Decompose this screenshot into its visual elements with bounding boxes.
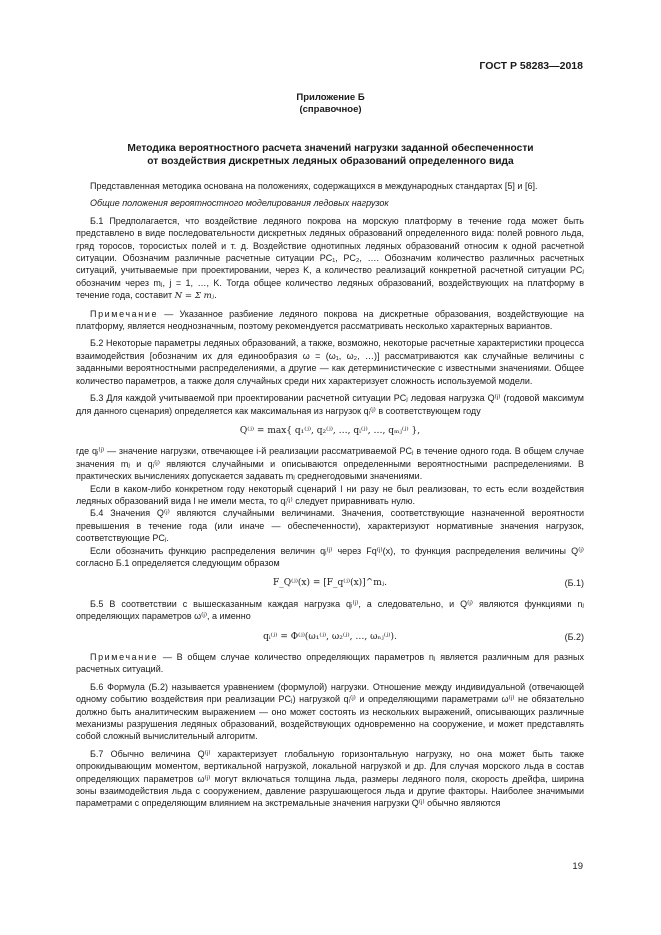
note-1-label: Примечание (90, 308, 159, 319)
title-line-2: от воздействия дискретных ледяных образований определенного вида (147, 156, 514, 167)
paragraph-b3-if: Если в каком-либо конкретном году некоторый сценарий l ни разу не был реализован, то есть если воздействия ледяных образований вида l не имели места, то qᵢ⁽ʲ⁾ следует приравнивать нулю. (76, 483, 584, 506)
paragraph-b3: Б.3 Для каждой учитываемой при проектировании расчетной ситуации PCⱼ ледовая нагрузка Q⁽ʲ⁾ (годовой максимум для данного сценария) определяется как максимальная из нагрузок qᵢ⁽ʲ⁾ в соответствующем году (76, 393, 584, 416)
b1-sum-formula: N = Σ mⱼ. (174, 291, 217, 302)
paragraph-b5: Б.5 В соответствии с вышесказанным каждая нагрузка qᵢ⁽ʲ⁾, а следовательно, и Q⁽ʲ⁾ являются функциями nⱼ определяющих параметров ω⁽ʲ⁾, а именно (76, 598, 584, 622)
paragraph-b4: Б.4 Значения Q⁽ʲ⁾ являются случайными величинами. Значения, соответствующие назначенной вероятности превышения в течение года (или иначе — обеспеченности), характеризуют нормативные значения нагрузок, соответствующие PCⱼ. (76, 508, 584, 544)
note-1 (76, 308, 584, 333)
intro-paragraph: Представленная методика основана на положениях, содержащихся в международных стандартах [5] и [6]. (90, 181, 538, 191)
formula-b2 (76, 631, 584, 643)
formula-b1-number: (Б.1) (564, 578, 584, 589)
formula-b2-number: (Б.2) (564, 631, 584, 642)
paragraph-b2: Б.2 Некоторые параметры ледяных образований, а также, возможно, некоторые расчетные характеристики процесса взаимодействия [обозначим их для единообразия ω = (ω₁, ω₂, …)] рассматриваются как случайные величины с заданными вероятностными распределениями, а другие — как детерминистические с известными значениями. Общее количество параметров, а также доля случайных среди них характеризует сложность используемой модели. (76, 338, 584, 386)
note-2-text: — В общем случае количество определяющих параметров nⱼ является различным для разных расчетных ситуаций. (76, 652, 584, 675)
paragraph-b1 (76, 215, 584, 303)
section-heading: Общие положения вероятностного моделирования ледовых нагрузок (90, 198, 389, 209)
appendix-type: (справочное) (299, 104, 362, 115)
appendix-heading (0, 92, 661, 116)
paragraph-b6: Б.6 Формула (Б.2) называется уравнением (формулой) нагрузки. Отношение между индивидуальной (отвечающей одному событию воздействия при реализации PCⱼ) нагрузкой qᵢ⁽ʲ⁾ и определяющими параметрами ω⁽ʲ⁾ не обязательно должно быть аналитическим выражением — оно может состоять из нескольких выражений, описывающих различные механизмы разрушения ледяных образований, воздействующих одновременно на сооружение, и может представлять собой сложный вычислительный алгоритм. (76, 681, 584, 742)
paragraph-b7: Б.7 Обычно величина Q⁽ʲ⁾ характеризует глобальную горизонтальную нагрузку, но она может быть также опрокидывающим моментом, вертикальной нагрузкой, локальной нагрузкой и др. Для случая морского льда в состав определяющих параметров ω⁽ʲ⁾ могут включаться толщина льда, размеры ледяного поля, скорость дрейфа, ширина зоны взаимодействия льда с сооружением, давление разрушающегося льда и другие факторы. Наиболее значимыми параметрами с определяющим влиянием на экстремальные значения нагрузки Q⁽ʲ⁾ обычно являются (76, 748, 584, 809)
note-2-label: Примечание (90, 652, 159, 662)
formula-b1 (76, 577, 584, 589)
paragraph-b3-where: где qᵢ⁽ʲ⁾ — значение нагрузки, отвечающее i-й реализации рассматриваемой PCⱼ в течение одного года. В общем случае значения mⱼ и qᵢ⁽ʲ⁾ являются случайными и описываются определенными вероятностными распределениями. В практических вычислениях допускается задавать mⱼ среднегодовыми значениями. (76, 446, 584, 482)
formula-b2-expression: qᵢ⁽ʲ⁾ = Φ⁽ʲ⁾(ω₁⁽ʲ⁾, ω₂⁽ʲ⁾, …, ωₙⱼ⁽ʲ⁾). (263, 631, 397, 642)
formula-b1-expression: F_Q⁽ʲ⁾(x) = [F_q⁽ʲ⁾(x)]^mⱼ. (272, 578, 388, 589)
note-2 (76, 651, 584, 676)
document-title (76, 142, 585, 168)
paragraph-b4-distribution: Если обозначить функцию распределения величин qᵢ⁽ʲ⁾ через Fq⁽ʲ⁾(x), то функция распределения величины Q⁽ʲ⁾ согласно Б.1 определяется следующим образом (76, 545, 584, 568)
note-1-text: — Указанное разбиение ледяного покрова на дискретные образования, воздействующие на платформу, является неоднозначным, поэтому рекомендуется рассматривать несколько характерных вариантов. (76, 308, 584, 332)
title-line-1: Методика вероятностного расчета значений нагрузки заданной обеспеченности (127, 143, 534, 154)
page-number: 19 (572, 860, 583, 872)
standard-number: ГОСТ Р 58283—2018 (479, 60, 583, 72)
b1-text: Б.1 Предполагается, что воздействие ледяного покрова на морскую платформу в течение года может быть представлено в виде последовательности дискретных ледяных образований определенного вида: полей ровного льда, гряд торосов, торосистых полей и т. д. Воздействие однотипных ледяных образований относим к одной расчетной ситуации. Обозначим различные расчетные ситуации PC₁, PC₂, …. Обозначим количество различных расчетных ситуаций, учитываемые при проектировании, через K, а количество реализаций конкретной расчетной ситуации PCⱼ обозначим через mⱼ, j = 1, …, K. Тогда общее количество ледяных образований, воздействующих на платформу в течение года, составит (76, 215, 584, 301)
formula-q-max: Q⁽ʲ⁾ = max{ q₁⁽ʲ⁾, q₂⁽ʲ⁾, …, qᵢ⁽ʲ⁾, …, qₘⱼ⁽ʲ⁾ }, (239, 425, 421, 436)
appendix-label: Приложение Б (296, 92, 365, 103)
document-body (76, 180, 584, 810)
